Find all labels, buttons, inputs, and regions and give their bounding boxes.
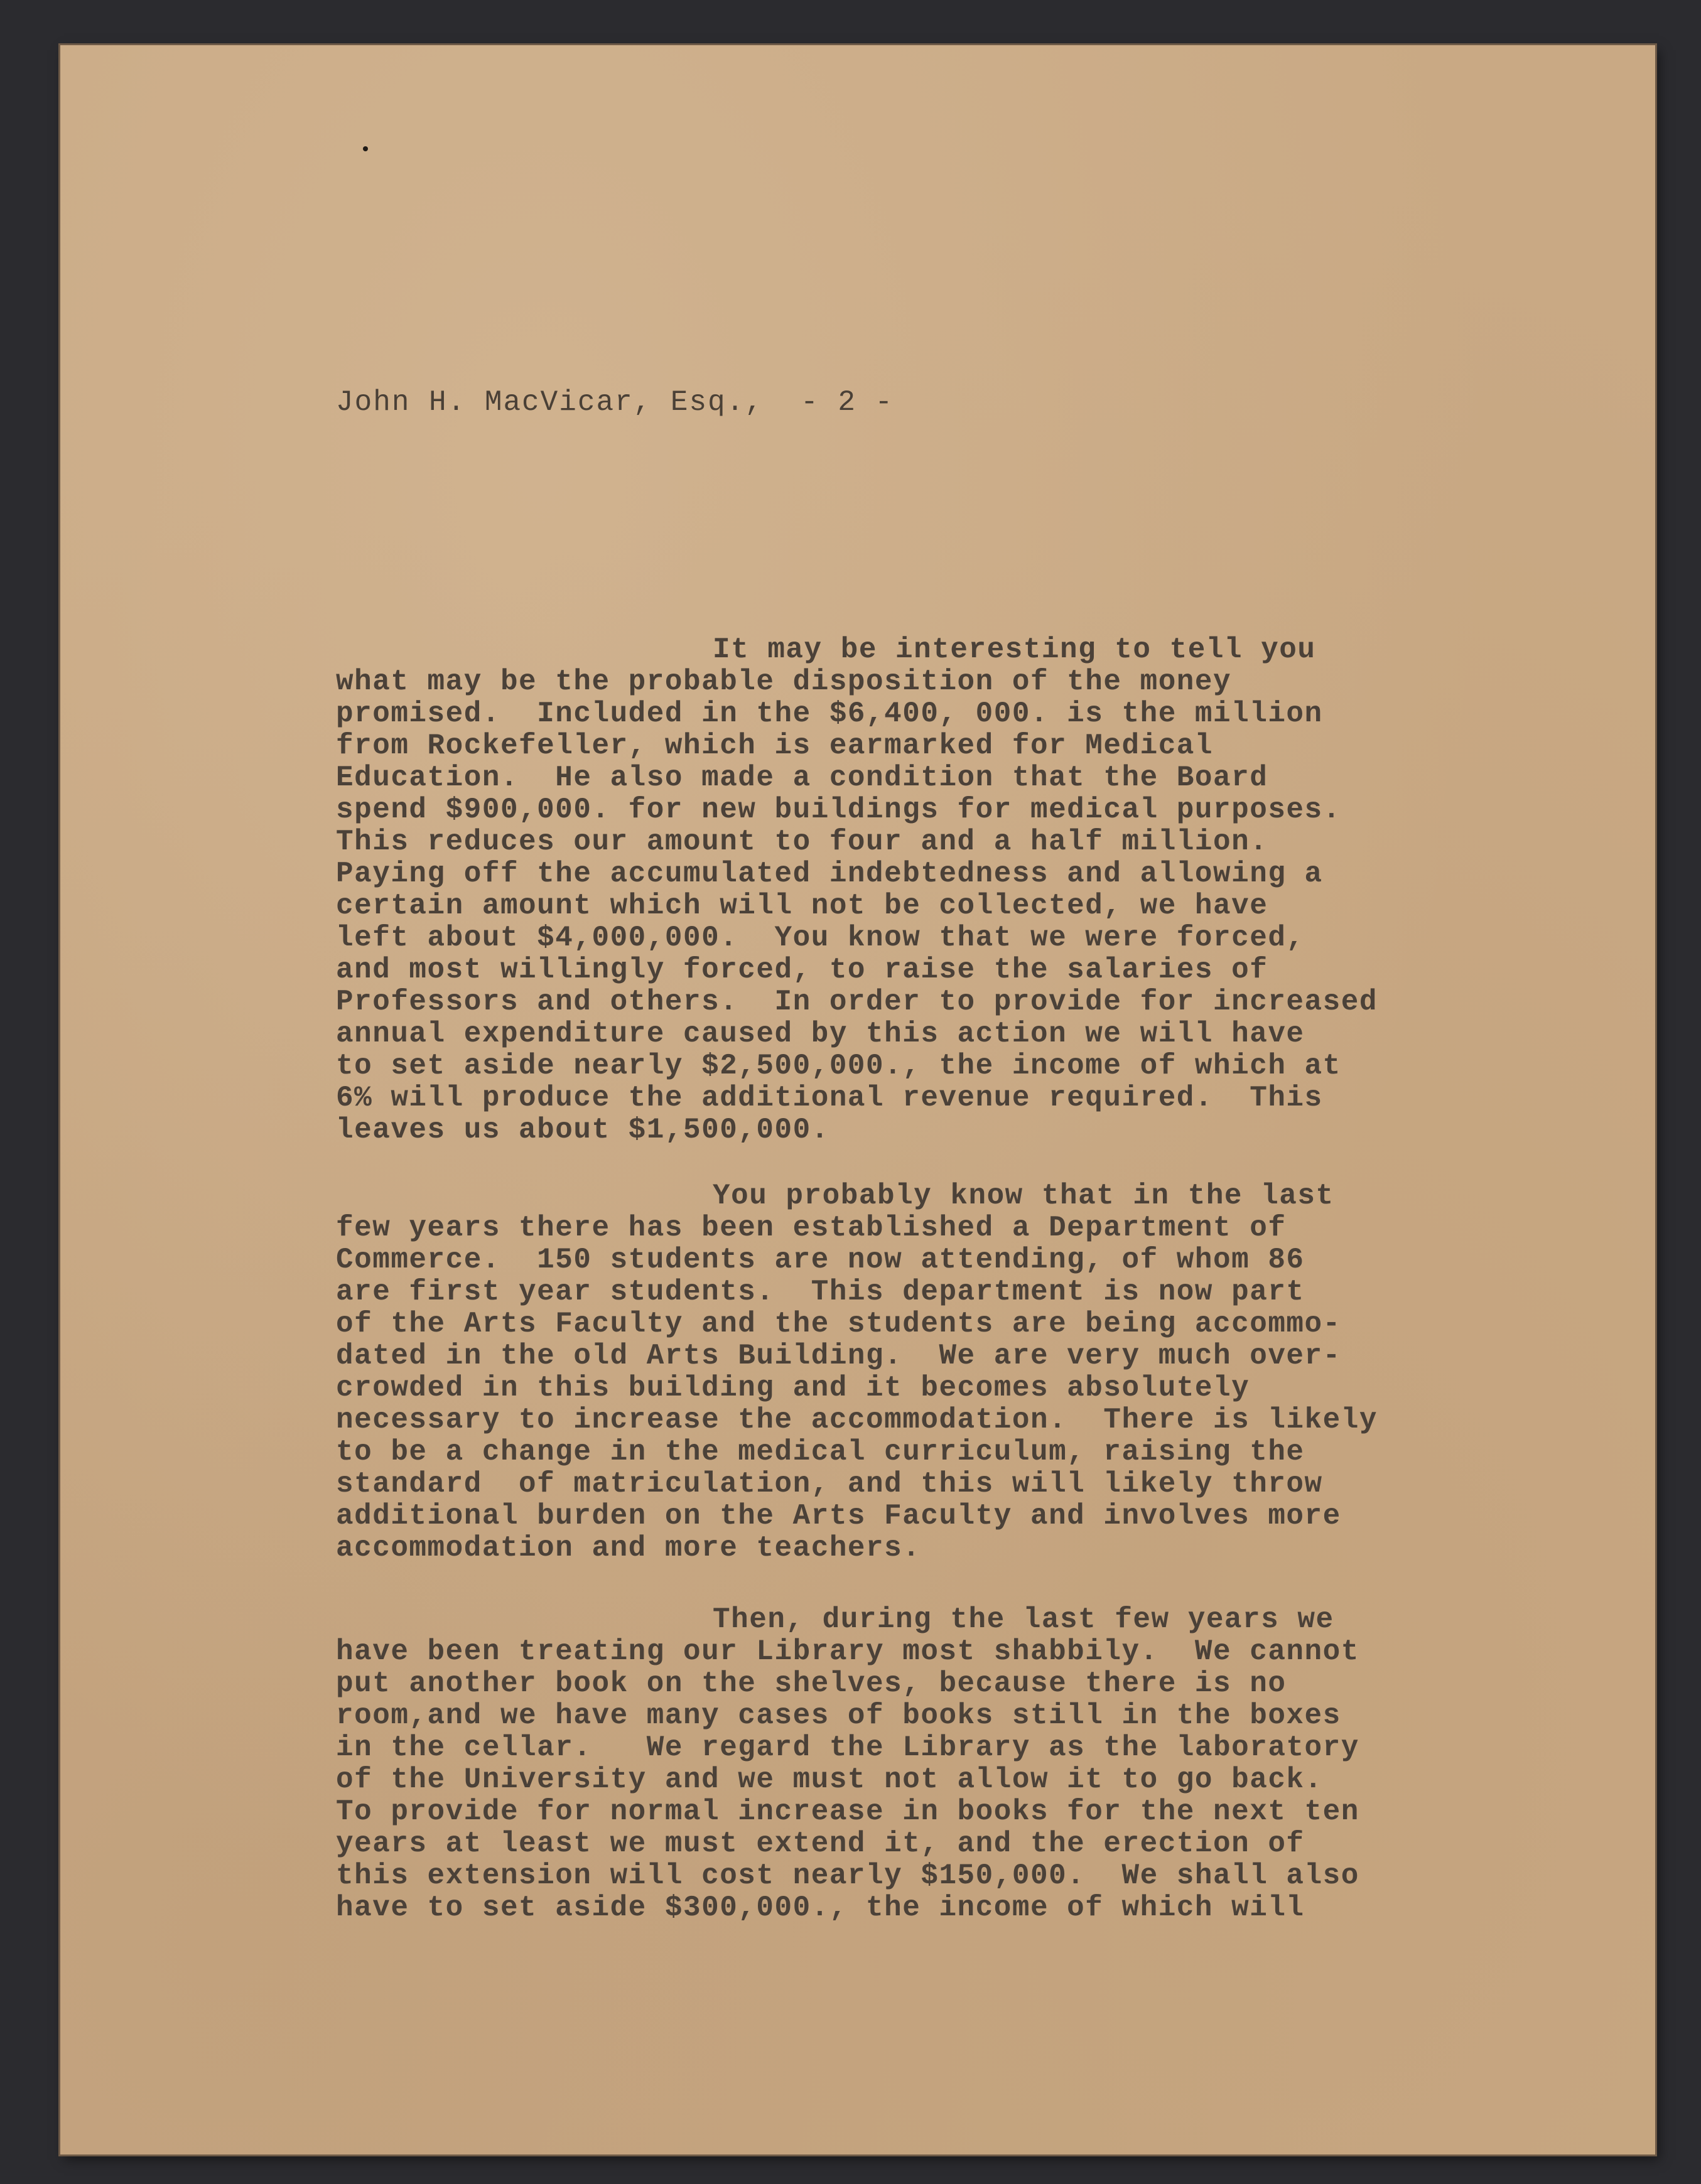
text-line: to set aside nearly $2,500,000., the income of which at xyxy=(336,1050,1341,1082)
text-line: dated in the old Arts Building. We are very much over- xyxy=(336,1340,1341,1372)
text-line: are first year students. This department is now part xyxy=(336,1276,1305,1308)
text-line: to be a change in the medical curriculum, raising the xyxy=(336,1436,1305,1468)
letter-header: John H. MacVicar, Esq., - 2 - xyxy=(336,386,894,419)
text-line: crowded in this building and it becomes absolutely xyxy=(336,1372,1250,1404)
text-line: put another book on the shelves, because there is no xyxy=(336,1667,1287,1700)
text-line: of the Arts Faculty and the students are being accommo- xyxy=(336,1308,1341,1340)
paragraph-3 xyxy=(336,1604,1504,1924)
text-line: in the cellar. We regard the Library as the laboratory xyxy=(336,1731,1359,1764)
text-line: of the University and we must not allow it to go back. xyxy=(336,1763,1323,1796)
text-line: room,and we have many cases of books still in the boxes xyxy=(336,1699,1341,1732)
text-line: leaves us about $1,500,000. xyxy=(336,1114,829,1146)
ink-speck xyxy=(363,146,368,151)
text-line: additional burden on the Arts Faculty and involves more xyxy=(336,1500,1341,1532)
text-line: years at least we must extend it, and the erection of xyxy=(336,1827,1305,1860)
text-line: This reduces our amount to four and a half million. xyxy=(336,826,1268,858)
text-line: 6% will produce the additional revenue required. This xyxy=(336,1082,1323,1114)
text-line: Paying off the accumulated indebtedness and allowing a xyxy=(336,858,1323,890)
text-line: certain amount which will not be collected, we have xyxy=(336,890,1268,922)
text-line: have been treating our Library most shabbily. We cannot xyxy=(336,1635,1359,1668)
text-line: Commerce. 150 students are now attending, of whom 86 xyxy=(336,1244,1305,1276)
text-line: annual expenditure caused by this action we will have xyxy=(336,1018,1305,1050)
text-line: You probably know that in the last xyxy=(713,1180,1334,1212)
paragraph-1 xyxy=(336,634,1504,1146)
text-line: accommodation and more teachers. xyxy=(336,1532,921,1564)
text-line: left about $4,000,000. You know that we were forced, xyxy=(336,922,1305,954)
text-line: Education. He also made a condition that the Board xyxy=(336,761,1268,794)
text-line: from Rockefeller, which is earmarked for Medical xyxy=(336,729,1214,762)
text-line: standard of matriculation, and this will likely throw xyxy=(336,1468,1323,1500)
paragraph-2 xyxy=(336,1180,1504,1564)
text-line: promised. Included in the $6,400, 000. is the million xyxy=(336,697,1323,730)
text-line: Professors and others. In order to provide for increased xyxy=(336,986,1378,1018)
text-line: Then, during the last few years we xyxy=(713,1603,1334,1636)
text-line: this extension will cost nearly $150,000. We shall also xyxy=(336,1859,1359,1892)
text-line: few years there has been established a Department of xyxy=(336,1212,1287,1244)
text-line: and most willingly forced, to raise the salaries of xyxy=(336,954,1268,986)
text-line: what may be the probable disposition of the money xyxy=(336,665,1232,698)
text-line: spend $900,000. for new buildings for medical purposes. xyxy=(336,793,1341,826)
text-line: have to set aside $300,000., the income of which will xyxy=(336,1891,1305,1924)
text-line: It may be interesting to tell you xyxy=(713,633,1316,666)
text-line: necessary to increase the accommodation. There is likely xyxy=(336,1404,1378,1436)
text-line: To provide for normal increase in books for the next ten xyxy=(336,1795,1359,1828)
